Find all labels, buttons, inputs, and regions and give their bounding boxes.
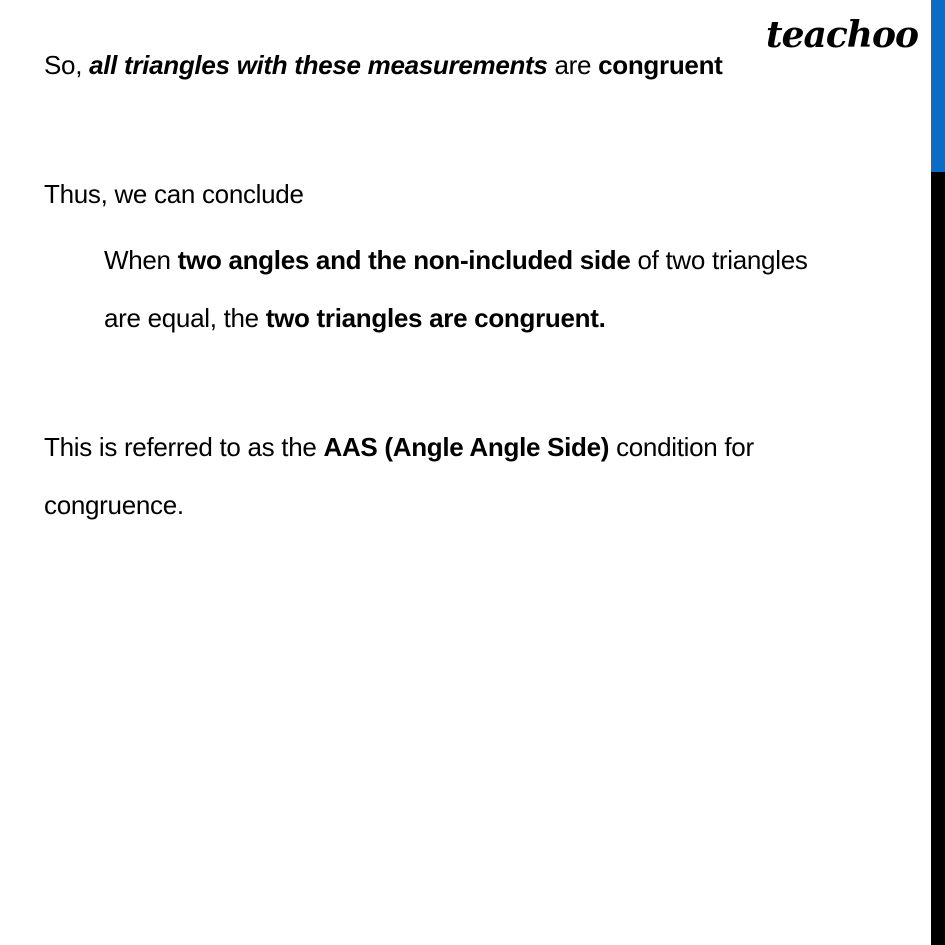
rule-line-2 bbox=[104, 303, 606, 334]
text: are equal, the bbox=[104, 303, 266, 333]
emphasis: all triangles with these measurements bbox=[89, 50, 548, 80]
text: condition for bbox=[609, 432, 754, 462]
rule-line-1 bbox=[104, 245, 808, 276]
text: of two triangles bbox=[630, 245, 808, 275]
emphasis: two triangles are congruent. bbox=[265, 303, 606, 333]
text: So, bbox=[44, 50, 90, 80]
text: Thus, we can conclude bbox=[44, 179, 304, 209]
text: This is referred to as the bbox=[44, 432, 324, 462]
emphasis: congruent bbox=[598, 50, 723, 80]
aas-line-2 bbox=[44, 490, 184, 521]
emphasis: two angles and the non-included side bbox=[177, 245, 631, 275]
teachoo-logo: teachoo bbox=[766, 14, 918, 56]
text: congruence. bbox=[44, 490, 184, 520]
statement-congruent bbox=[44, 50, 723, 81]
emphasis: AAS (Angle Angle Side) bbox=[323, 432, 610, 462]
side-bar bbox=[931, 172, 945, 945]
scrollbar-accent bbox=[931, 0, 945, 172]
text: are bbox=[547, 50, 599, 80]
conclusion-intro bbox=[44, 179, 304, 210]
text: When bbox=[104, 245, 178, 275]
aas-line-1 bbox=[44, 432, 754, 463]
